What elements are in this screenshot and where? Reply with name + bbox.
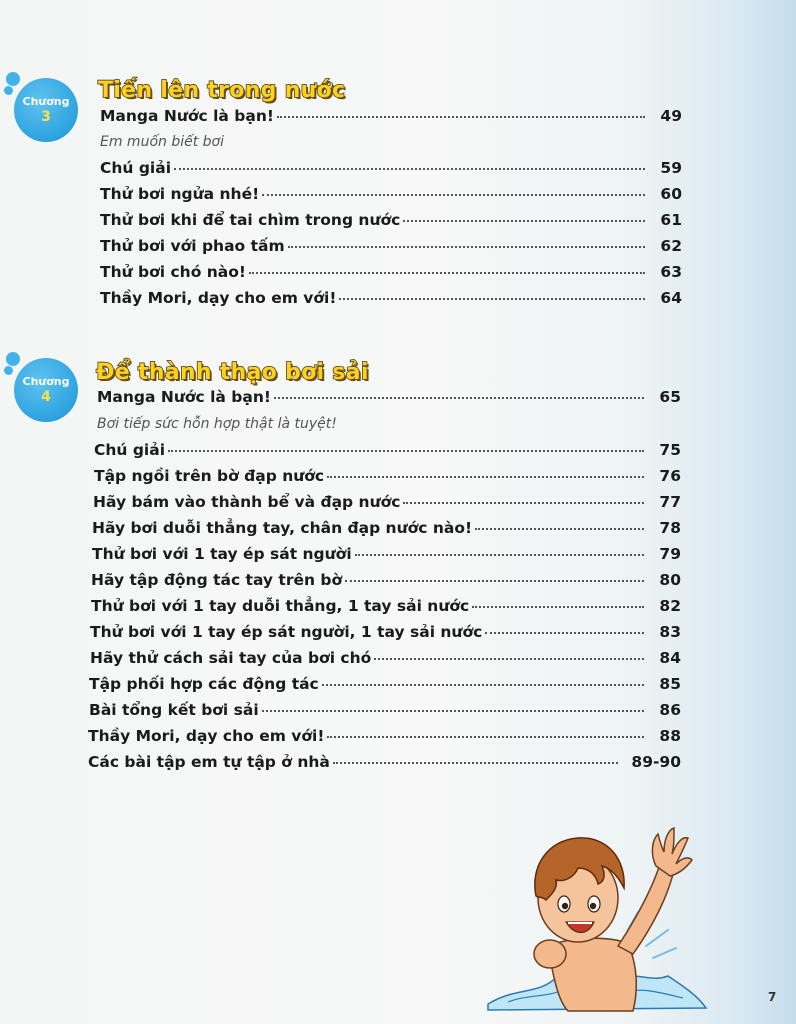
toc-row[interactable]: Chú giải 59 [100,159,682,177]
toc-row[interactable]: Thử bơi với phao tấm 62 [100,237,682,255]
toc-row[interactable]: Thử bơi khi để tai chìm trong nước 61 [100,211,682,229]
toc-row[interactable]: Hãy thử cách sải tay của bơi chó 84 [90,649,681,667]
chapter-4-badge [4,352,72,420]
toc-row[interactable]: Hãy bơi duỗi thẳng tay, chân đạp nước nào! 78 [92,519,681,537]
toc-row[interactable]: Thử bơi ngửa nhé! 60 [100,185,682,203]
toc-row[interactable]: Thử bơi với 1 tay ép sát người, 1 tay sải nước 83 [90,623,681,641]
toc-row[interactable]: Tập ngồi trên bờ đạp nước 76 [94,467,681,485]
page-number: 7 [768,990,777,1004]
toc-row[interactable]: Các bài tập em tự tập ở nhà 89-90 [88,753,681,771]
toc-row[interactable]: Chú giải 75 [94,441,681,459]
chapter-number: 4 [41,389,51,405]
chapter-3-badge [4,72,72,140]
toc-row[interactable]: Manga Nước là bạn! 49 [100,107,682,125]
toc-row[interactable]: Thử bơi với 1 tay ép sát người 79 [92,545,681,563]
chapter-number: 3 [41,109,51,125]
toc-row[interactable]: Manga Nước là bạn! 65 [97,388,681,406]
toc-row-subtitle: Bơi tiếp sức hỗn hợp thật là tuyệt! [97,416,337,432]
toc-row[interactable]: Hãy tập động tác tay trên bờ 80 [91,571,681,589]
chapter-3-title: Tiến lên trong nước [98,78,346,103]
chapter-label: Chương [22,375,70,388]
toc-row[interactable]: Tập phối hợp các động tác 85 [89,675,681,693]
toc-row[interactable]: Thử bơi với 1 tay duỗi thẳng, 1 tay sải nước 82 [91,597,681,615]
toc-row[interactable]: Thử bơi chó nào! 63 [100,263,682,281]
toc-row[interactable]: Hãy bám vào thành bể và đạp nước 77 [93,493,681,511]
swimming-boy-illustration [478,826,708,1016]
toc-row[interactable]: Thầy Mori, dạy cho em với! 64 [100,289,682,307]
toc-row-subtitle: Em muốn biết bơi [100,134,225,150]
chapter-4-title: Để thành thạo bơi sải [96,360,369,385]
toc-row[interactable]: Bài tổng kết bơi sải 86 [89,701,681,719]
chapter-label: Chương [22,95,70,108]
toc-row[interactable]: Thầy Mori, dạy cho em với! 88 [88,727,681,745]
